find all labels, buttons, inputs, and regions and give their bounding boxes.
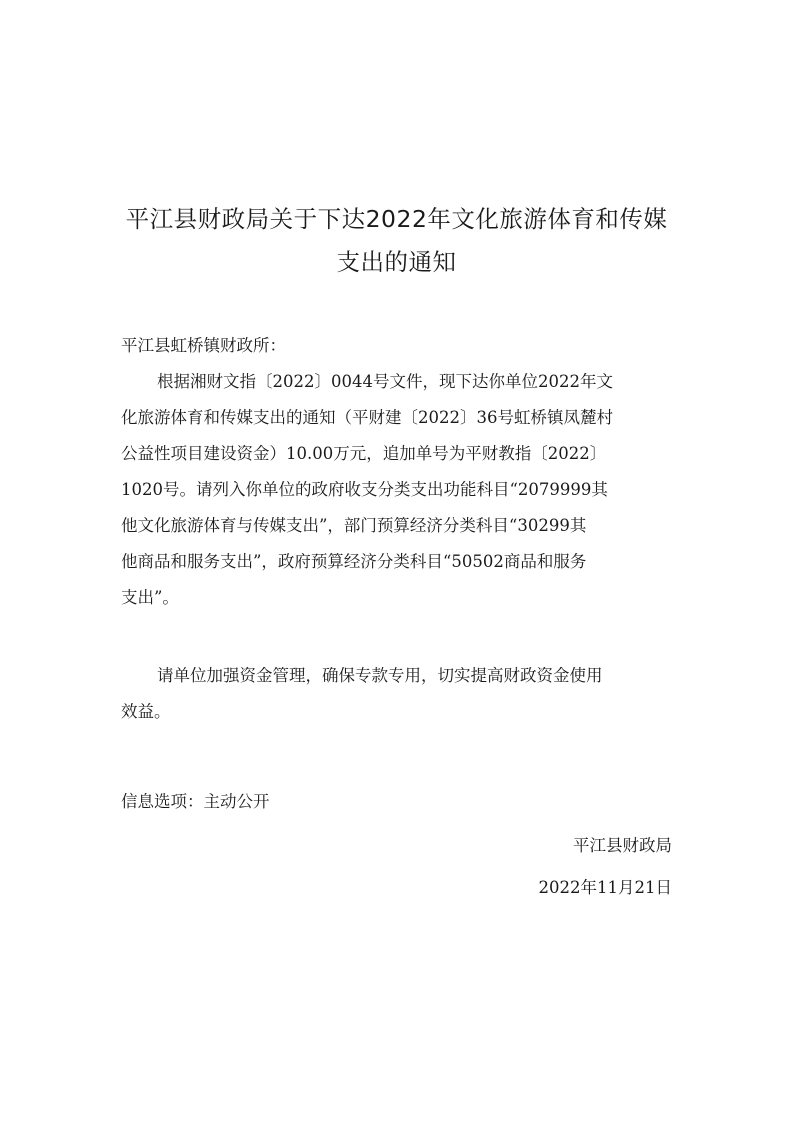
paragraph-1-line-5: 他文化旅游体育与传媒支出”，部门预算经济分类科目“30299其 <box>121 516 587 535</box>
document-title <box>100 198 693 284</box>
signature-date: 2022年11月21日 <box>538 878 672 897</box>
title-line-1: 平江县财政局关于下达2022年文化旅游体育和传媒 <box>125 205 668 233</box>
paragraph-1 <box>121 364 676 616</box>
paragraph-2 <box>121 658 676 730</box>
paragraph-2-line-2: 效益。 <box>121 702 171 721</box>
paragraph-1-line-3: 公益性项目建设资金）10.00万元，追加单号为平财教指〔2022〕 <box>121 444 607 463</box>
paragraph-1-line-7: 支出”。 <box>121 588 179 607</box>
paragraph-1-line-6: 他商品和服务支出”，政府预算经济分类科目“50502商品和服务 <box>121 552 587 571</box>
salutation: 平江县虹桥镇财政所： <box>121 336 286 355</box>
info-option: 信息选项：主动公开 <box>121 792 270 811</box>
paragraph-1-line-4: 1020号。请列入你单位的政府收支分类支出功能科目“2079999其 <box>121 480 608 499</box>
paragraph-1-line-2: 化旅游体育和传媒支出的通知（平财建〔2022〕36号虹桥镇凤麓村 <box>121 408 613 427</box>
title-line-2: 支出的通知 <box>336 248 457 276</box>
signer: 平江县财政局 <box>573 836 672 855</box>
paragraph-1-line-1: 根据湘财文指〔2022〕0044号文件，现下达你单位2022年文 <box>157 372 613 391</box>
paragraph-2-line-1: 请单位加强资金管理，确保专款专用，切实提高财政资金使用 <box>157 666 603 685</box>
